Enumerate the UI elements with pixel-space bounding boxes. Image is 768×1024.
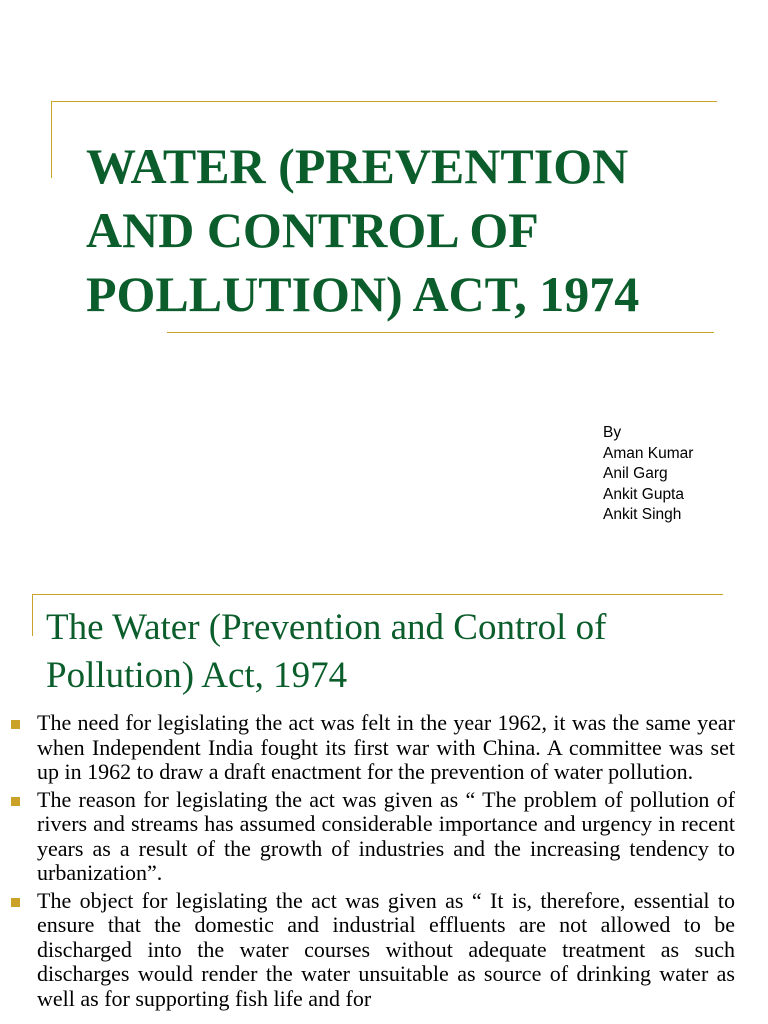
bullet-text: The need for legislating the act was felt in the year 1962, it was the same year when Independent India fought its first war with China. A committee was set up in 1962 to draw a draft enactment for the prevention of water pollution.: [37, 710, 735, 784]
top-rule: [32, 594, 723, 595]
author-list: [603, 423, 693, 526]
bullet-item: [0, 711, 735, 785]
bullet-list: [0, 711, 768, 1014]
author-name: Ankit Singh: [603, 506, 682, 523]
main-title: WATER (PREVENTION AND CONTROL OF POLLUTION) ACT, 1974: [86, 138, 640, 322]
bullet-item: [0, 889, 735, 1012]
top-rule: [51, 101, 717, 102]
author-name: Ankit Gupta: [603, 485, 684, 503]
bullet-item: [0, 788, 735, 886]
left-rule: [51, 101, 52, 178]
slide-title: The Water (Prevention and Control of Pollution) Act, 1974: [46, 607, 607, 696]
author-name: Aman Kumar: [603, 444, 694, 462]
bullet-text: The object for legislating the act was given as “ It is, therefore, essential to ensure that the domestic and industrial effluents are not allowed to be discharged into the water courses without adequate treatment as such discharges would render the water unsuitable as source of drinking water as well as for supporting fish life and for: [37, 887, 735, 1011]
left-rule: [32, 594, 33, 636]
author-by: By: [603, 424, 622, 441]
author-name: Anil Garg: [603, 465, 668, 482]
bullet-square-icon: [11, 898, 20, 907]
bullet-text: The reason for legislating the act was given as “ The problem of pollution of rivers and streams has assumed considerable importance and urgency in recent years as a result of the growth of industries and the increasing tendency to urbanization”.: [37, 786, 735, 885]
bottom-rule: [167, 332, 714, 333]
content-slide: [0, 580, 768, 1024]
bullet-square-icon: [11, 797, 20, 806]
bullet-square-icon: [11, 720, 20, 729]
